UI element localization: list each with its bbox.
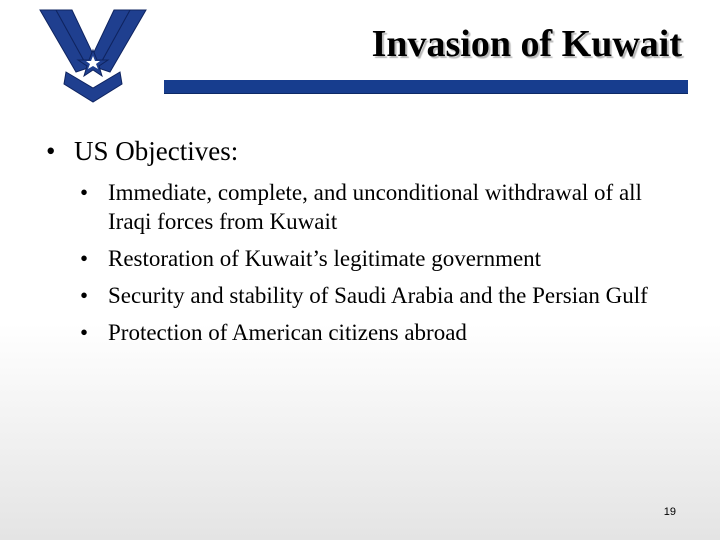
bullet: • [46,136,56,166]
objective-text: Restoration of Kuwait’s legitimate government [108,246,542,271]
bullet: • [80,320,89,345]
bullet: • [80,246,89,271]
objectives-heading-item [46,134,686,168]
page-number: 19 [663,506,676,518]
title-underline-bar [164,80,688,94]
objective-text: Protection of American citizens abroad [108,320,467,345]
objective-item [46,318,686,347]
objectives-heading: US Objectives: [74,136,239,166]
objective-text: Security and stability of Saudi Arabia and the Persian Gulf [108,283,648,308]
bullet: • [80,180,89,205]
objective-item [46,178,686,236]
bullet: • [80,283,89,308]
slide-content [46,134,686,355]
objective-text: Immediate, complete, and unconditional withdrawal of all Iraqi forces from Kuwait [108,180,642,234]
objective-item [46,281,686,310]
air-force-logo-icon [36,6,150,106]
slide-title: Invasion of Kuwait [371,23,682,65]
objective-item [46,244,686,273]
